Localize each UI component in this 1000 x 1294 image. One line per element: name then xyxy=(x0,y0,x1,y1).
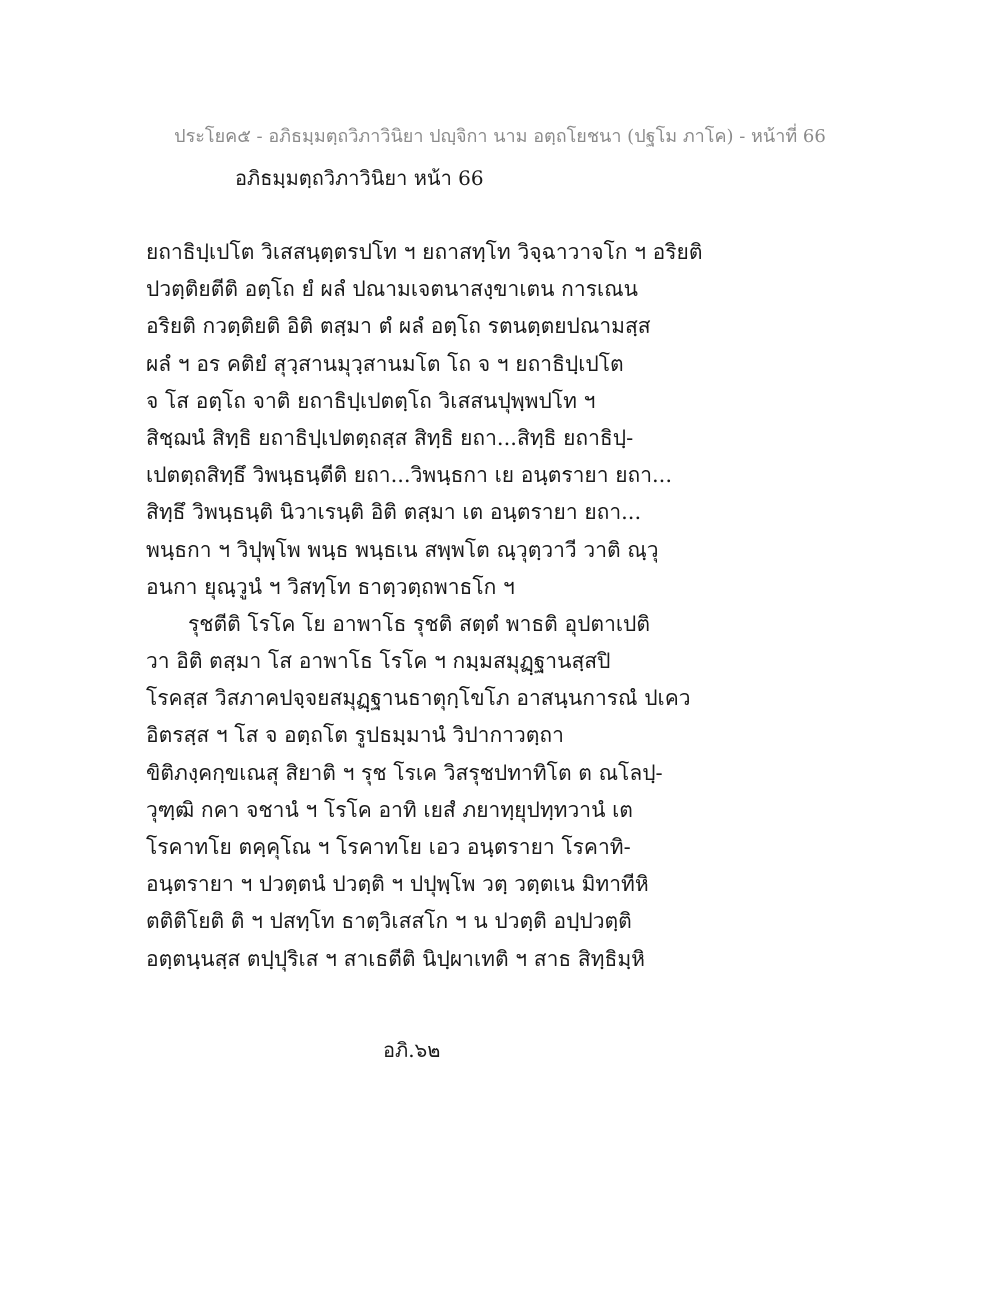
text-line: ผลํ ฯ อร คติยํ สุวฺสานมุวฺสานมโต โถ จ ฯ ยถาธิปฺเปโต xyxy=(146,351,624,376)
running-header: ประโยค๕ - อภิธมฺมตฺถวิภาวินิยา ปญฺจิกา นาม อตฺถโยชนา (ปฐโม ภาโค) - หน้าที่ 66 xyxy=(174,126,826,147)
folio-number: อภิ.๖๒ xyxy=(383,1038,441,1062)
text-line: เปตตฺถสิทฺธึ วิพนฺธนฺตีติ ยถา...วิพนฺธกา เย อนฺตรายา ยถา... xyxy=(146,463,673,488)
page-heading: อภิธมฺมตฺถวิภาวินิยา หน้า 66 xyxy=(235,166,484,190)
body-text xyxy=(146,234,846,978)
text-line: จ โส อตฺโถ จาติ ยถาธิปฺเปตตฺโถ วิเสสนปุพฺพปโท ฯ xyxy=(146,388,596,413)
text-line: อนกา ยุณฺวูนํ ฯ วิสทฺโท ธาตฺวตฺถพาธโก ฯ xyxy=(146,574,515,599)
text-line: รุชตีติ โรโค โย อาพาโธ รุชติ สตฺตํ พาธติ อุปตาเปติ xyxy=(188,611,651,636)
text-line: ยถาธิปฺเปโต วิเสสนฺตฺตรปโท ฯ ยถาสทฺโท วิจฺฉาวาจโก ฯ อริยติ xyxy=(146,240,703,264)
text-line: อริยติ กวตฺติยติ อิติ ตสฺมา ตํ ผลํ อตฺโถ รตนตฺตยปณามสฺส xyxy=(146,314,651,339)
text-line: โรคาทโย ตคฺคุโณ ฯ โรคาทโย เอว อนฺตรายา โรคาทิ- xyxy=(146,835,631,859)
text-line: โรคสฺส วิสภาคปจฺจยสมุฏฺฐานธาตุกฺโขโภ อาสนฺนการณํ ปเคว xyxy=(146,686,691,711)
text-line: สิชฺฌนํ สิทฺธิ ยถาธิปฺเปตตฺถสฺส สิทฺธิ ยถา...สิทฺธิ ยถาธิปฺ- xyxy=(146,425,634,450)
text-line: วุฑฺฒิ กคา จชานํ ฯ โรโค อาทิ เยสํ ภยาทฺยุปทฺทวานํ เต xyxy=(146,797,633,822)
text-line: ตติติโยติ ติ ฯ ปสทฺโท ธาตฺวิเสสโก ฯ น ปวตฺติ อปฺปวตฺติ xyxy=(146,909,632,934)
text-line: อนฺตรายา ฯ ปวตฺตนํ ปวตฺติ ฯ ปปุพฺโพ วตฺ วตฺตเน มิทาทีหิ xyxy=(146,872,649,897)
text-line: พนฺธกา ฯ วิปุพฺโพ พนฺธ พนฺธเน สพฺพโต ณฺวุตฺวาวี วาติ ณฺวุ xyxy=(146,537,659,562)
text-line: อตฺตนฺนสฺส ตปฺปุริเส ฯ สาเธตีติ นิปฺผาเทติ ฯ สาธ สิทฺธิมฺหิ xyxy=(146,946,646,971)
text-line: อิตรสฺส ฯ โส จ อตฺถโต รูปธมฺมานํ วิปากาวตฺถา xyxy=(146,723,564,748)
text-line: ขิติภงฺคกฺขเณสุ สิยาติ ฯ รุช โรเค วิสรุชปทาทิโต ต ณโลปฺ- xyxy=(146,760,663,785)
text-line: สิทฺธึ วิพนฺธนฺติ นิวาเรนฺติ อิติ ตสฺมา เต อนฺตรายา ยถา... xyxy=(146,500,642,525)
text-line: ปวตฺติยตีติ อตฺโถ ยํ ผลํ ปณามเจตนาสงฺขาเตน การเณน xyxy=(146,277,638,302)
text-line: วา อิติ ตสฺมา โส อาพาโธ โรโค ฯ กมฺมสมุฏฺฐานสฺสปิ xyxy=(146,649,611,674)
